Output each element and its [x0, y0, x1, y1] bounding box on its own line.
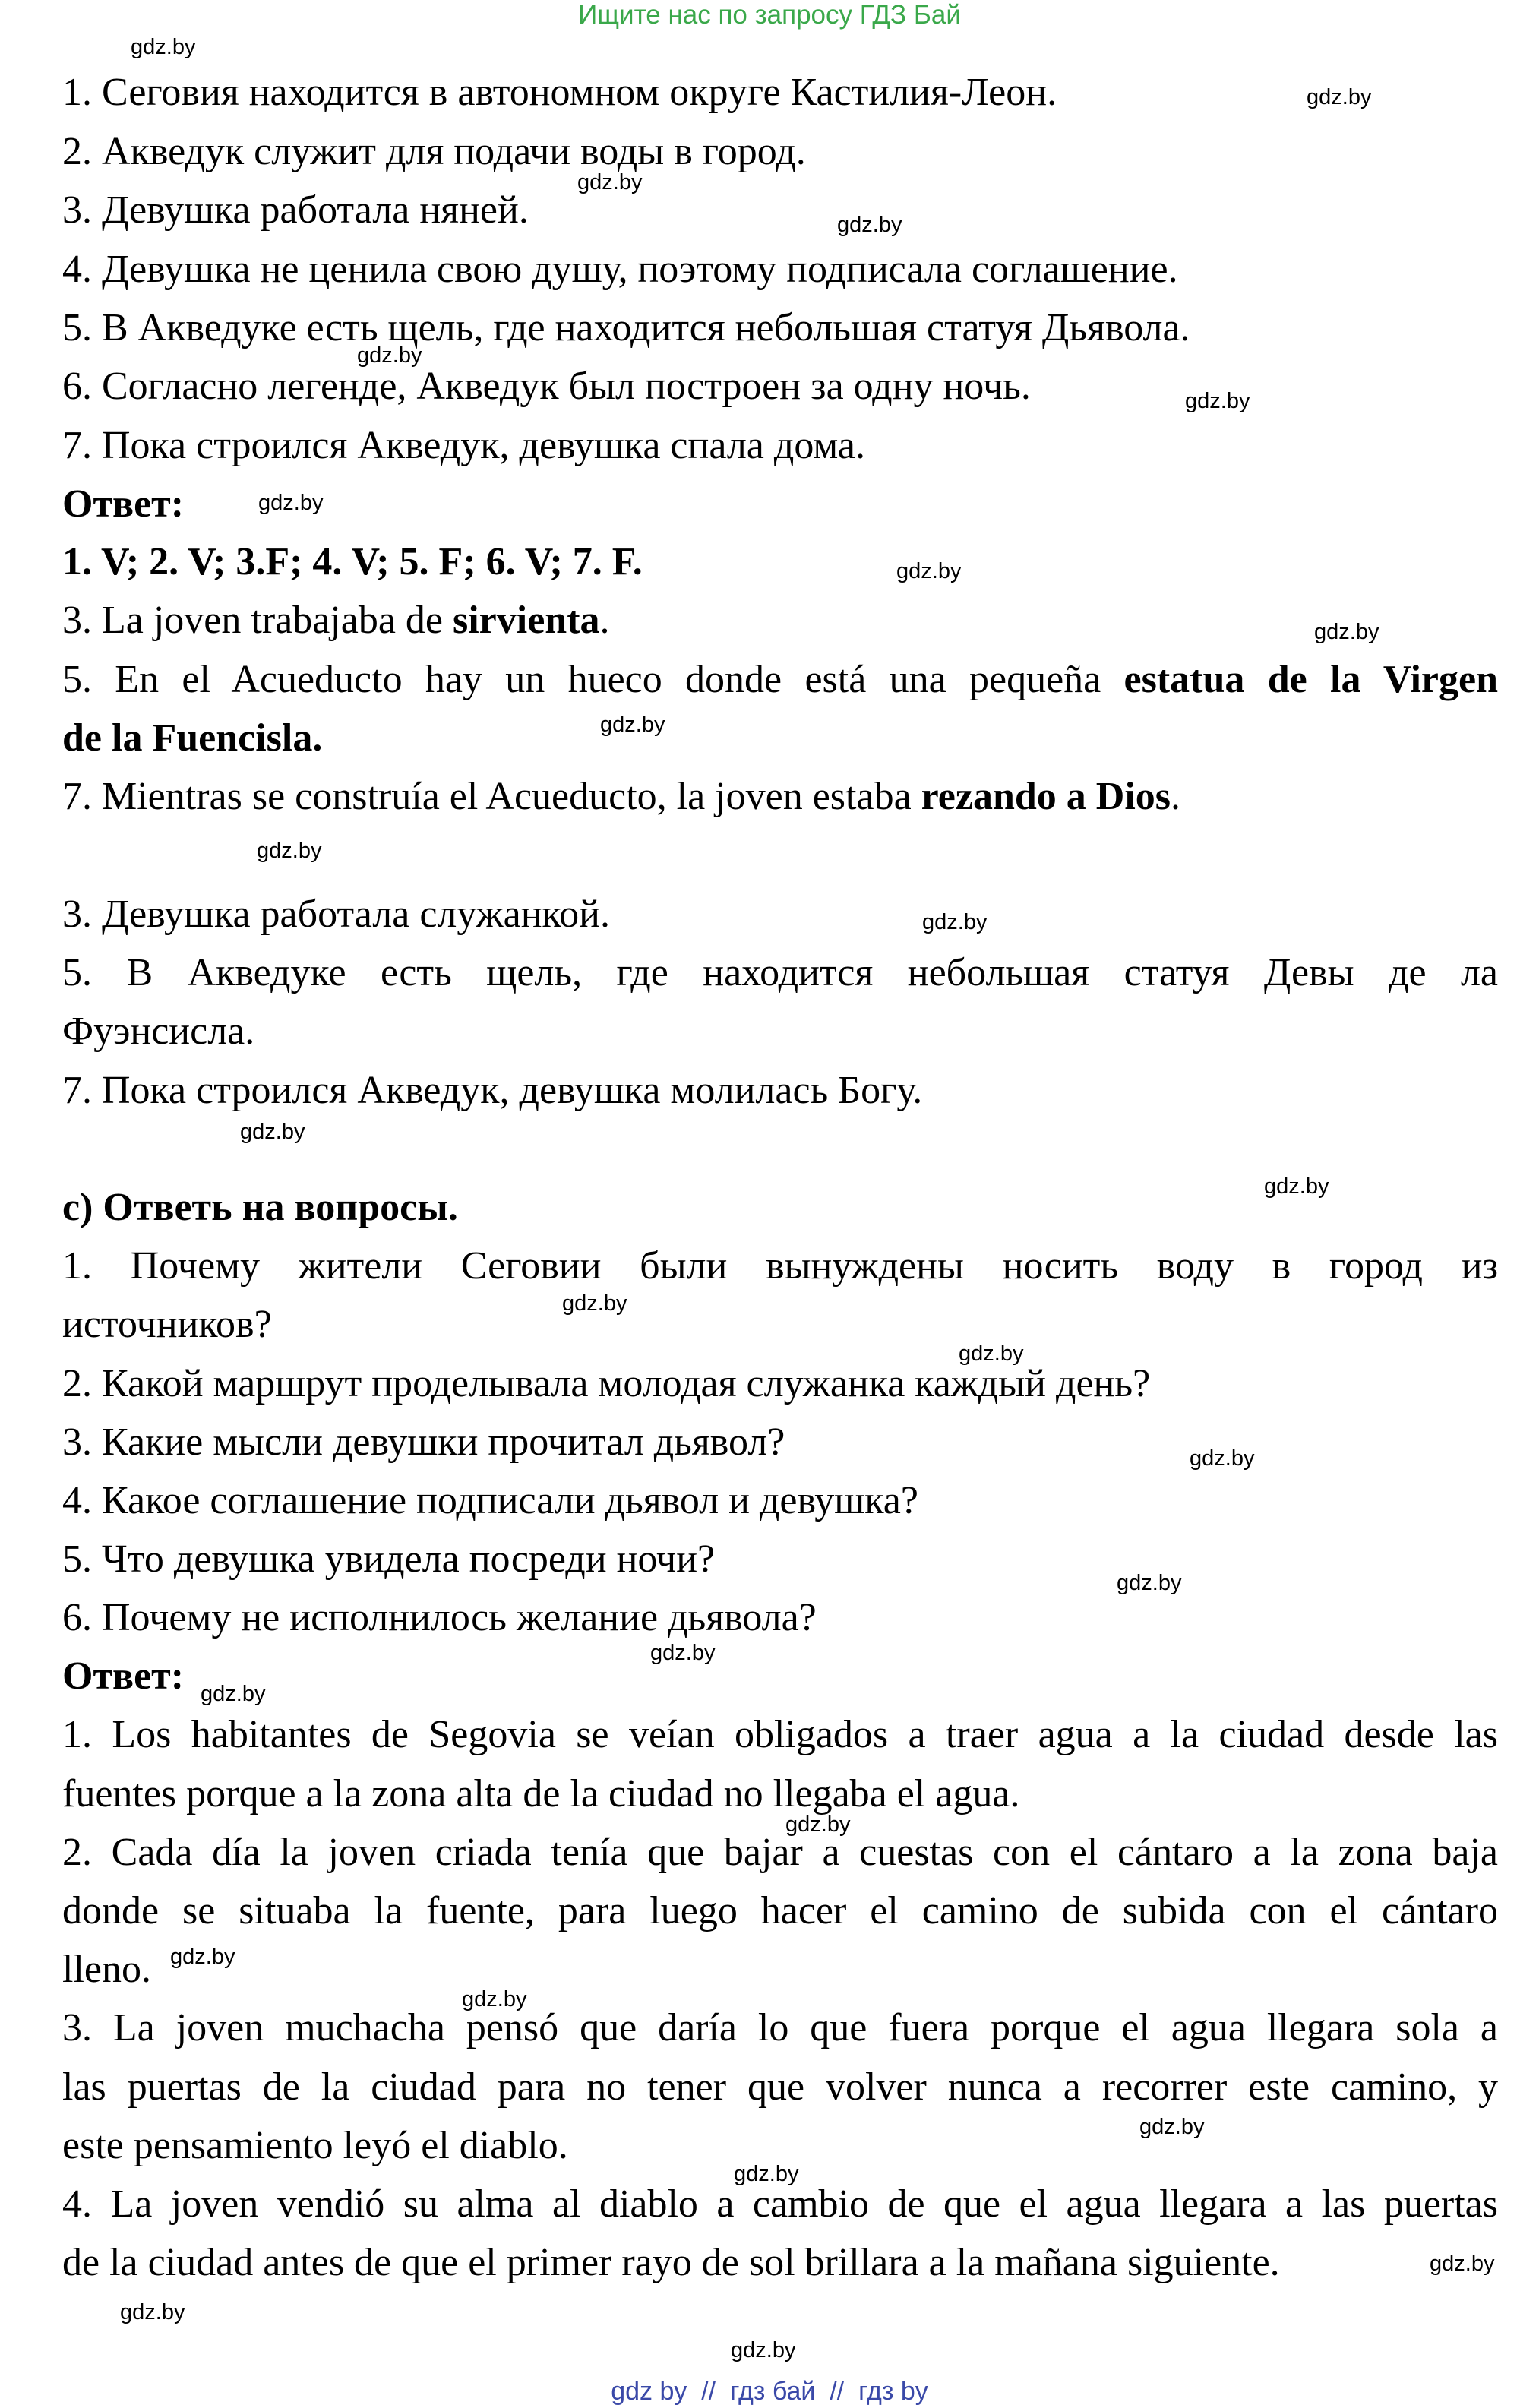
- correction-ru-7: 7. Пока строился Акведук, девушка молилась Богу.: [62, 1069, 923, 1112]
- answer-4-line2: de la ciudad antes de que el primer rayo de sol brillara a la mañana siguiente.: [62, 2241, 1280, 2284]
- statement-2: 2. Акведук служит для подачи воды в город.: [62, 130, 806, 173]
- watermark: gdz.by: [462, 1987, 527, 2011]
- top-banner: Ищите нас по запросу ГДЗ Бай: [578, 0, 961, 30]
- statement-3: 3. Девушка работала няней.: [62, 188, 529, 232]
- watermark: gdz.by: [1264, 1174, 1329, 1199]
- correction-ru-5-line2: Фуэнсисла.: [62, 1010, 255, 1053]
- question-5: 5. Что девушка увидела посреди ночи?: [62, 1537, 716, 1581]
- watermark: gdz.by: [258, 491, 324, 515]
- watermark: gdz.by: [734, 2162, 799, 2186]
- correction-es-5-line2: de la Fuencisla.: [62, 716, 323, 760]
- watermark: gdz.by: [650, 1641, 716, 1665]
- answer-2-line3: lleno.: [62, 1948, 151, 1991]
- question-3: 3. Какие мысли девушки прочитал дьявол?: [62, 1420, 785, 1464]
- answer-key: 1. V; 2. V; 3.F; 4. V; 5. F; 6. V; 7. F.: [62, 540, 643, 583]
- answer-1-line1: 1. Los habitantes de Segovia se veían obligados a traer agua a la ciudad desde las: [62, 1713, 1498, 1756]
- watermark: gdz.by: [1117, 1571, 1182, 1595]
- statement-4: 4. Девушка не ценила свою душу, поэтому подписала соглашение.: [62, 248, 1178, 291]
- watermark: gdz.by: [170, 1945, 235, 1969]
- answer-3-line2: las puertas de la ciudad para no tener que volver nunca a recorrer este camino, y: [62, 2065, 1498, 2109]
- answer-label: Ответ:: [62, 482, 185, 526]
- watermark: gdz.by: [731, 2338, 796, 2362]
- answer-1-line2: fuentes porque a la zona alta de la ciudad no llegaba el agua.: [62, 1772, 1020, 1815]
- question-1-line1: 1. Почему жители Сеговии были вынуждены носить воду в город из: [62, 1244, 1498, 1288]
- watermark: gdz.by: [922, 910, 988, 934]
- answer-3-line1: 3. La joven muchacha pensó que daría lo que fuera porque el agua llegara sola a: [62, 2006, 1498, 2049]
- correction-es-3: 3. La joven trabajaba de sirvienta.: [62, 599, 610, 642]
- correction-es-7: 7. Mientras se construía el Acueducto, la joven estaba rezando a Dios.: [62, 775, 1181, 818]
- statement-7: 7. Пока строился Акведук, девушка спала дома.: [62, 424, 865, 467]
- section-c-answer-label: Ответ:: [62, 1654, 185, 1698]
- question-4: 4. Какое соглашение подписали дьявол и девушка?: [62, 1479, 918, 1522]
- watermark: gdz.by: [1314, 620, 1379, 644]
- watermark: gdz.by: [577, 170, 643, 194]
- watermark: gdz.by: [959, 1341, 1024, 1366]
- watermark: gdz.by: [1190, 1446, 1255, 1471]
- question-2: 2. Какой маршрут проделывала молодая служанка каждый день?: [62, 1362, 1151, 1405]
- watermark: gdz.by: [1430, 2252, 1495, 2276]
- watermark: gdz.by: [837, 213, 902, 237]
- answer-4-line1: 4. La joven vendió su alma al diablo a cambio de que el agua llegara a las puertas: [62, 2182, 1498, 2226]
- answer-2-line1: 2. Cada día la joven criada tenía que bajar a cuestas con el cántaro a la zona baja: [62, 1831, 1498, 1874]
- watermark: gdz.by: [120, 2300, 185, 2324]
- question-1-line2: источников?: [62, 1303, 272, 1346]
- correction-es-5-line1: 5. En el Acueducto hay un hueco donde está una pequeña estatua de la Virgen: [62, 658, 1498, 701]
- watermark: gdz.by: [257, 839, 322, 863]
- watermark: gdz.by: [1307, 85, 1372, 109]
- watermark: gdz.by: [1139, 2115, 1205, 2139]
- watermark: gdz.by: [357, 343, 422, 368]
- statement-6: 6. Согласно легенде, Акведук был построен за одну ночь.: [62, 365, 1031, 408]
- question-6: 6. Почему не исполнилось желание дьявола?: [62, 1596, 817, 1639]
- watermark: gdz.by: [562, 1291, 627, 1316]
- footer-text: gdz by // гдз бай // гдз by: [611, 2377, 928, 2406]
- watermark: gdz.by: [1185, 389, 1250, 413]
- statement-5: 5. В Акведуке есть щель, где находится небольшая статуя Дьявола.: [62, 306, 1190, 349]
- watermark: gdz.by: [600, 713, 665, 737]
- correction-ru-3: 3. Девушка работала служанкой.: [62, 893, 610, 936]
- correction-ru-5-line1: 5. В Акведуке есть щель, где находится небольшая статуя Девы де ла: [62, 951, 1498, 994]
- section-c-title: c) Ответь на вопросы.: [62, 1186, 458, 1229]
- watermark: gdz.by: [785, 1812, 851, 1837]
- watermark: gdz.by: [896, 559, 962, 583]
- answer-3-line3: este pensamiento leyó el diablo.: [62, 2124, 568, 2167]
- statement-1: 1. Сеговия находится в автономном округе Кастилия-Леон.: [62, 71, 1057, 114]
- watermark: gdz.by: [201, 1682, 266, 1706]
- answer-2-line2: donde se situaba la fuente, para luego hacer el camino de subida con el cántaro: [62, 1889, 1498, 1932]
- watermark: gdz.by: [131, 35, 196, 59]
- watermark: gdz.by: [240, 1120, 305, 1144]
